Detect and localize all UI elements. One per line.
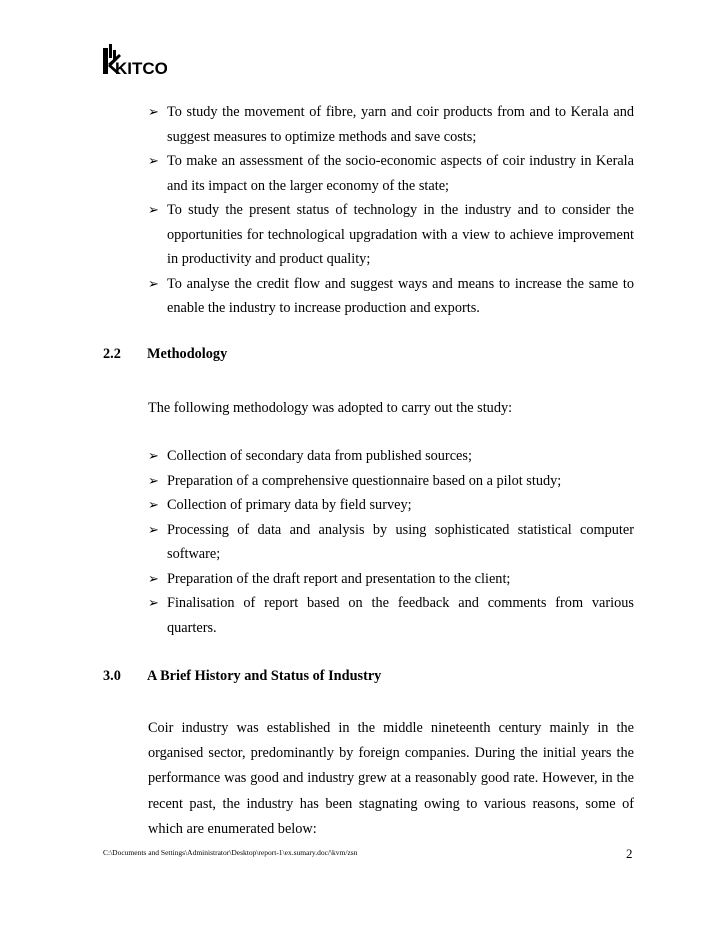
section-title: A Brief History and Status of Industry bbox=[147, 668, 382, 684]
list-item: ➢ Preparation of the draft report and presentation to the client; bbox=[148, 567, 634, 592]
page-number: 2 bbox=[626, 846, 633, 861]
list-item: ➢ To study the movement of fibre, yarn and coir products from and to Kerala and suggest measures to optimize methods and save costs; bbox=[148, 100, 634, 149]
arrow-bullet-icon: ➢ bbox=[148, 521, 159, 537]
objectives-list bbox=[148, 100, 634, 321]
section-title: Methodology bbox=[147, 346, 228, 362]
list-item: ➢ Preparation of a comprehensive questionnaire based on a pilot study; bbox=[148, 469, 634, 494]
list-item: ➢ To make an assessment of the socio-economic aspects of coir industry in Kerala and its impact on the larger economy of the state; bbox=[148, 149, 634, 198]
list-item: ➢ Collection of secondary data from published sources; bbox=[148, 444, 634, 469]
list-item: ➢ To study the present status of technology in the industry and to consider the opportunities for technological upgradation with a view to achieve improvement in productivity and product quality; bbox=[148, 198, 634, 272]
kitco-logo-mark bbox=[101, 44, 167, 78]
arrow-bullet-icon: ➢ bbox=[148, 472, 159, 488]
arrow-bullet-icon: ➢ bbox=[148, 497, 159, 512]
list-item: ➢ Processing of data and analysis by using sophisticated statistical computer software; bbox=[148, 518, 634, 567]
arrow-bullet-icon: ➢ bbox=[148, 570, 159, 586]
section-number: 2.2 bbox=[103, 346, 121, 362]
list-item: ➢ To analyse the credit flow and suggest ways and means to increase the same to enable the industry to increase production and exports. bbox=[148, 272, 634, 321]
arrow-bullet-icon: ➢ bbox=[148, 153, 159, 168]
section-number: 3.0 bbox=[103, 668, 121, 684]
arrow-bullet-icon: ➢ bbox=[148, 202, 159, 217]
list-item: ➢ Finalisation of report based on the feedback and comments from various quarters. bbox=[148, 591, 634, 640]
arrow-bullet-icon: ➢ bbox=[148, 595, 159, 610]
history-paragraph: Coir industry was established in the middle nineteenth century mainly in the organised sector, predominantly by foreign companies. During the initial years the performance was good and industry grew at a reasonably good rate. However, in the recent past, the industry has been stagnating owing to various reasons, some of which are enumerated below: bbox=[148, 720, 634, 837]
arrow-bullet-icon: ➢ bbox=[148, 104, 159, 119]
kitco-logo bbox=[101, 44, 167, 78]
list-item: ➢ Collection of primary data by field survey; bbox=[148, 493, 634, 518]
arrow-bullet-icon: ➢ bbox=[148, 448, 159, 463]
arrow-bullet-icon: ➢ bbox=[148, 275, 159, 291]
methodology-list bbox=[148, 444, 634, 640]
footer-file-path: C:\Documents and Settings\Administrator\Desktop\report-1\ex.sumary.doc/\kvm/zsn bbox=[103, 848, 358, 857]
methodology-intro: The following methodology was adopted to carry out the study: bbox=[148, 400, 513, 416]
logo-text: KITCO bbox=[115, 59, 167, 78]
